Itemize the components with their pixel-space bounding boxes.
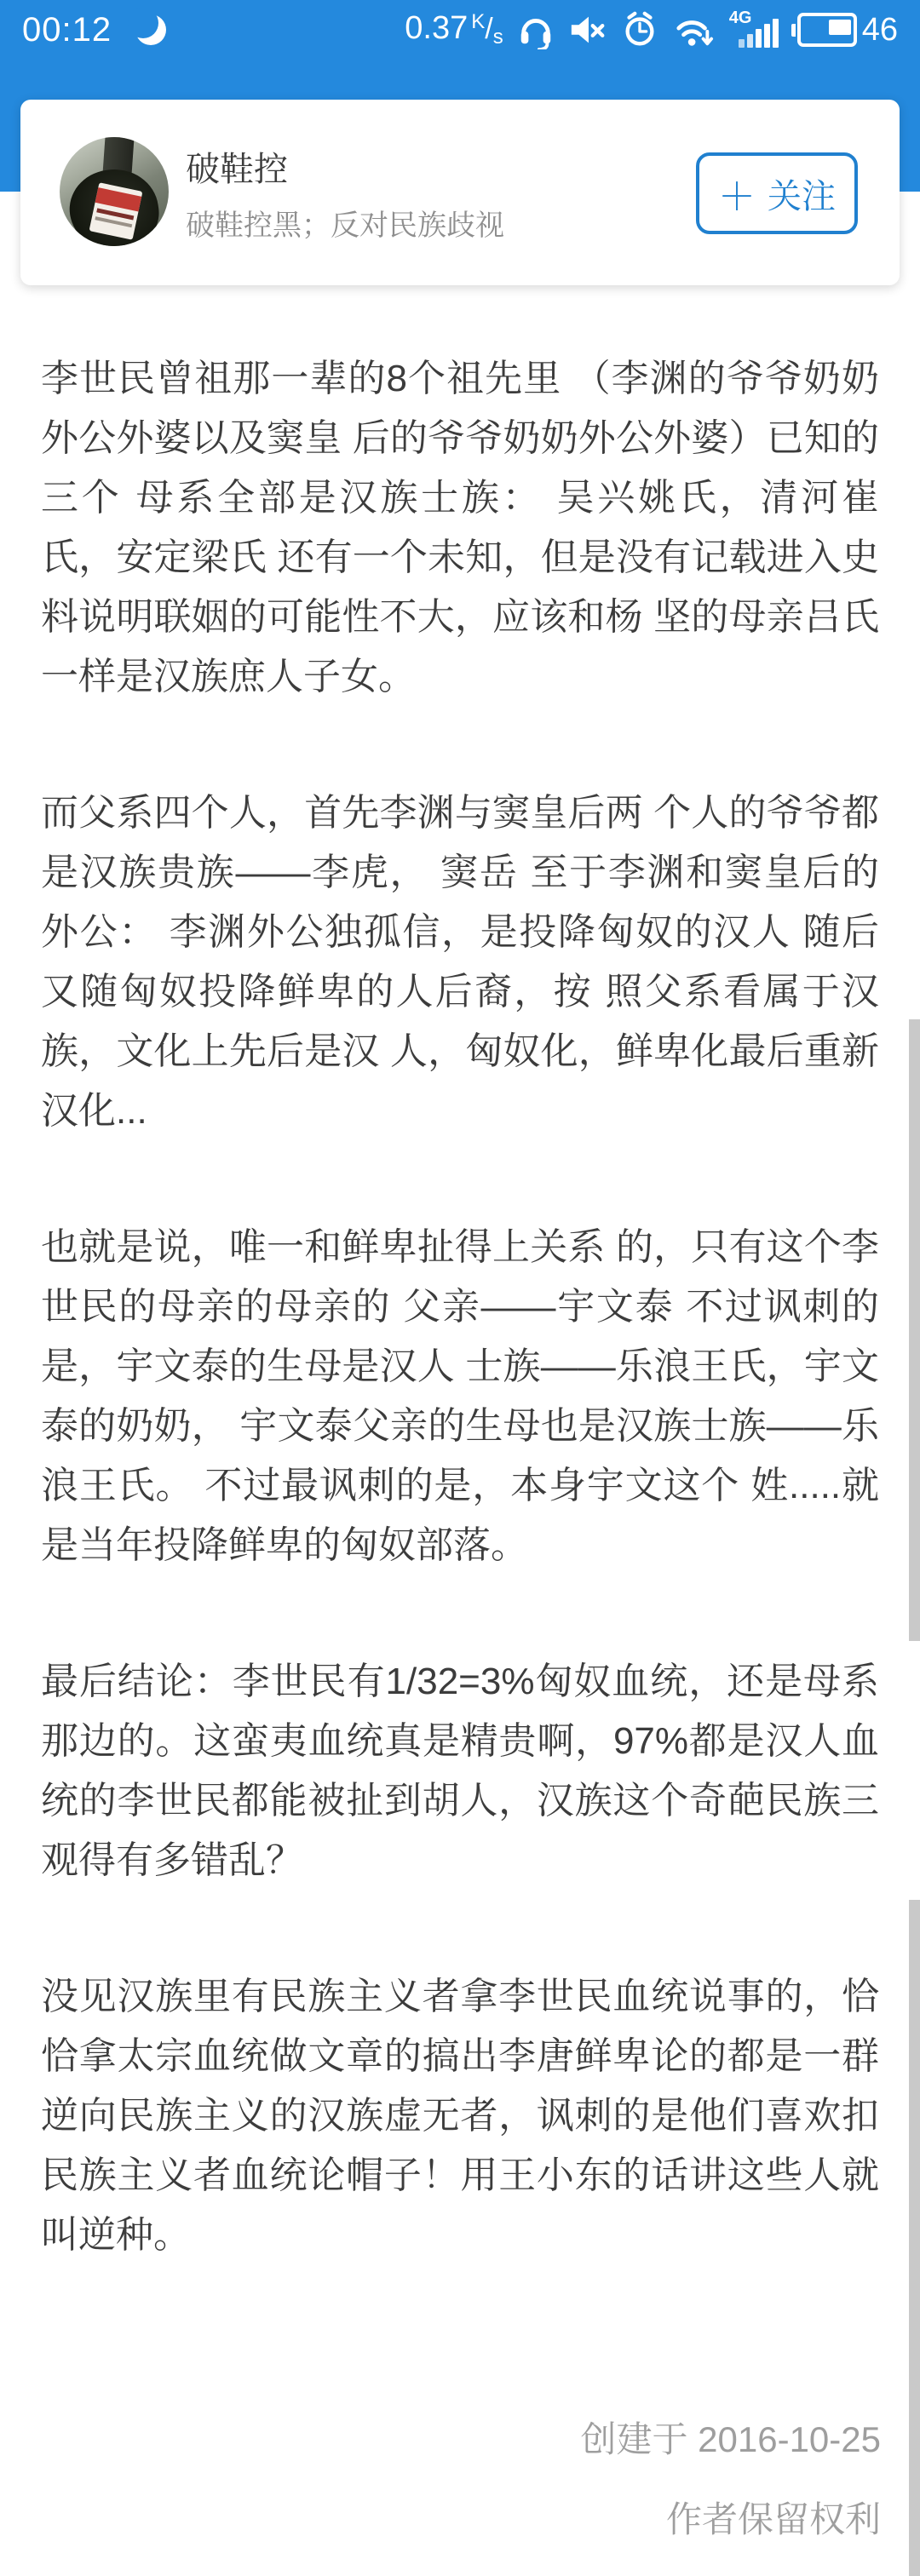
follow-button[interactable] — [696, 152, 858, 234]
user-bio: 破鞋控黑；反对民族歧视 — [186, 209, 504, 242]
scrollbar-thumb[interactable] — [909, 1019, 920, 1641]
status-bar-right — [392, 10, 898, 49]
paragraph: 而父系四个人，首先李渊与窦皇后两 个人的爷爷都是汉族贵族——李虎， 窦岳 至于李渊和窦皇后的外公： 李渊外公独孤信，是投降匈奴的汉人 随后又随匈奴投降鲜卑的人后裔，按 照父系看属于汉族，文化上先后是汉 人，匈奴化，鲜卑化最后重新汉化... — [41, 792, 879, 1132]
author-profile-card — [20, 100, 900, 285]
network-speed: 0.37 K/s — [405, 10, 503, 49]
status-bar — [0, 0, 920, 60]
paragraph: 最后结论：李世民有1/32=3%匈奴血统，还是母系那边的。这蛮夷血统真是精贵啊，97%都是汉人血统的李世民都能被扯到胡人，汉族这个奇葩民族三观得有多错乱？ — [41, 1661, 879, 1881]
scrollbar-thumb[interactable] — [909, 1900, 920, 2576]
paragraph: 也就是说，唯一和鲜卑扯得上关系 的，只有这个李世民的母亲的母亲的 父亲——宇文泰 不过讽刺的是，宇文泰的生母是汉人 士族——乐浪王氏，宇文泰的奶奶， 宇文泰父亲的生母也是汉族士族——乐浪王氏。 不过最讽刺的是，本身宇文这个 姓.....就是当年投降鲜卑的匈奴部落。 — [41, 1226, 879, 1566]
answer-body — [41, 349, 879, 2342]
signal-bars-icon — [729, 10, 779, 49]
moon-icon — [130, 10, 170, 49]
created-date: 创建于 2016-10-25 — [580, 2419, 881, 2459]
battery-icon — [791, 12, 898, 49]
paragraph: 没见汉族里有民族主义者拿李世民血统说事的，恰恰拿太宗血统做文章的搞出李唐鲜卑论的都是一群逆向民族主义的汉族虚无者，讽刺的是他们喜欢扣民族主义者血统论帽子！用王小东的话讲这些人就叫逆种。 — [41, 1976, 879, 2256]
wifi-download-icon — [672, 10, 716, 49]
battery-percent: 46 — [861, 11, 898, 48]
alarm-icon — [620, 10, 659, 49]
mute-icon — [568, 10, 607, 49]
username[interactable]: 破鞋控 — [186, 151, 288, 188]
headset-icon — [516, 10, 555, 49]
speed-unit: K/s — [471, 10, 503, 49]
follow-button-label: 关注 — [768, 177, 836, 215]
rights-notice: 作者保留权利 — [665, 2499, 881, 2539]
avatar[interactable] — [60, 137, 169, 246]
plus-icon: ＋ — [718, 176, 756, 218]
paragraph: 李世民曾祖那一辈的8个祖先里 （李渊的爷爷奶奶外公外婆以及窦皇 后的爷爷奶奶外公外婆）已知的三个 母系全部是汉族士族： 吴兴姚氏，清河崔氏，安定梁氏 还有一个未知，但是没有记载进入史 料说明联姻的可能性不大，应该和杨 坚的母亲吕氏一样是汉族庶人子女。 — [41, 358, 879, 697]
clock-time: 00:12 — [22, 10, 112, 49]
network-type-label: 4G — [728, 9, 752, 27]
status-bar-left — [22, 10, 170, 49]
